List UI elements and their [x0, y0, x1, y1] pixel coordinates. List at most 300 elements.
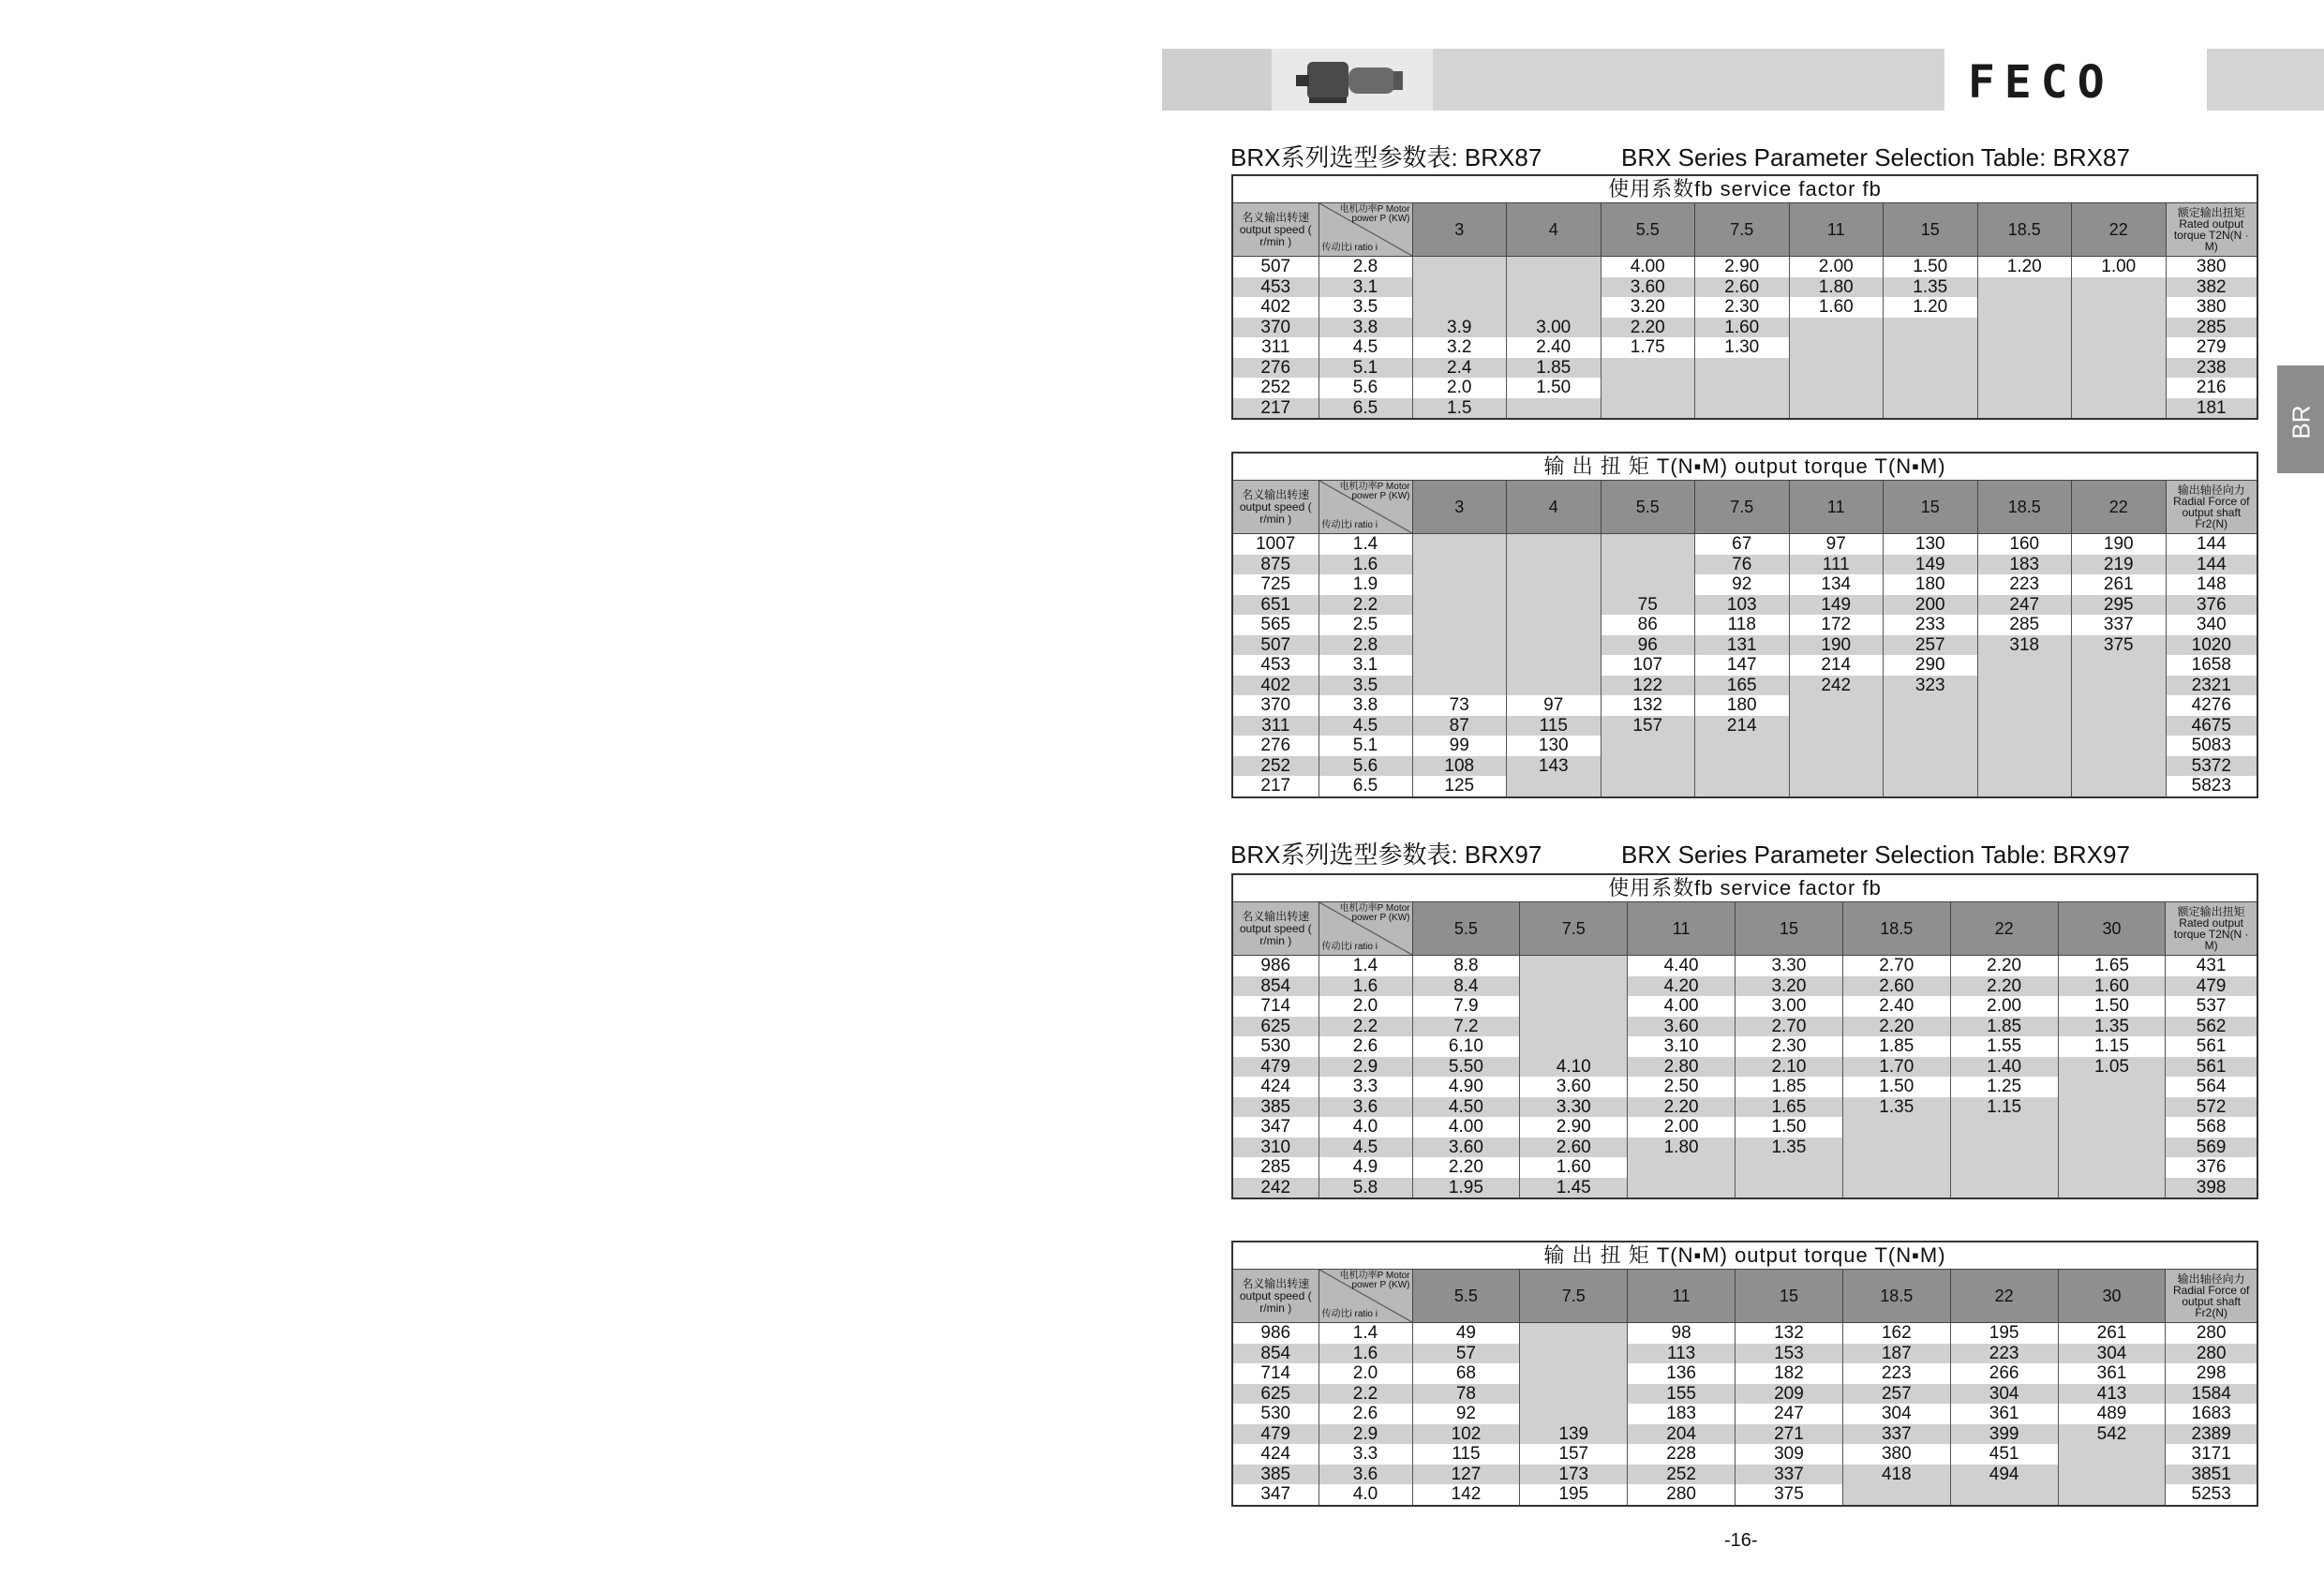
value-cell: 130 [1884, 534, 1978, 555]
side-tab[interactable] [2277, 365, 2324, 473]
value-cell [1520, 1363, 1628, 1384]
value-cell: 2.60 [1842, 976, 1950, 997]
value-cell: 375 [1736, 1484, 1843, 1506]
power-column-header: 7.5 [1695, 203, 1790, 257]
speed-cell: 370 [1232, 318, 1318, 338]
table-row [1232, 655, 2257, 676]
speed-cell: 311 [1232, 716, 1318, 736]
last-column-cell: 279 [2166, 337, 2257, 358]
value-cell: 57 [1412, 1344, 1520, 1364]
value-cell: 418 [1842, 1465, 1950, 1485]
value-cell [1507, 398, 1601, 420]
value-cell [2058, 1465, 2166, 1485]
value-cell: 1.50 [1507, 378, 1601, 398]
value-cell: 200 [1884, 595, 1978, 616]
table-row [1232, 1404, 2257, 1424]
value-cell [1601, 378, 1695, 398]
value-cell: 113 [1628, 1344, 1736, 1364]
table-caption-row [1232, 453, 2257, 481]
value-cell [1842, 1157, 1950, 1178]
value-cell: 180 [1695, 695, 1790, 716]
last-column-cell: 479 [2166, 976, 2257, 997]
value-cell [1736, 1157, 1843, 1178]
power-column-header: 30 [2058, 902, 2166, 956]
table-header-row [1232, 481, 2257, 534]
ratio-cell: 5.1 [1318, 358, 1412, 379]
value-cell: 2.20 [1842, 1017, 1950, 1037]
section-title-brx97 [1230, 836, 2130, 870]
ratio-cell: 3.6 [1318, 1097, 1412, 1118]
value-cell: 99 [1412, 736, 1507, 756]
value-cell: 1.35 [1884, 277, 1978, 298]
value-cell: 3.2 [1412, 337, 1507, 358]
value-cell [1507, 555, 1601, 575]
diagonal-header-cell [1319, 902, 1412, 955]
last-column-cell: 238 [2166, 358, 2257, 379]
value-cell: 323 [1884, 676, 1978, 696]
last-column-cell: 5823 [2166, 776, 2257, 797]
value-cell [1412, 555, 1507, 575]
value-cell: 3.20 [1736, 976, 1843, 997]
value-cell [2072, 318, 2167, 338]
value-cell [1601, 398, 1695, 420]
value-cell: 280 [1628, 1484, 1736, 1506]
value-cell: 1.80 [1789, 277, 1884, 298]
value-cell [2072, 736, 2167, 756]
table-row [1232, 615, 2257, 635]
speed-cell: 1007 [1232, 534, 1318, 555]
value-cell [1736, 1178, 1843, 1199]
value-cell [1520, 1323, 1628, 1344]
last-column-cell: 144 [2166, 534, 2257, 555]
value-cell [1789, 358, 1884, 379]
value-cell [1520, 1404, 1628, 1424]
value-cell: 1.75 [1601, 337, 1695, 358]
value-cell: 108 [1412, 756, 1507, 777]
value-cell [1977, 676, 2072, 696]
speed-cell: 347 [1232, 1484, 1318, 1506]
value-cell: 2.30 [1695, 297, 1790, 318]
ratio-cell: 2.9 [1318, 1057, 1412, 1078]
speed-cell: 424 [1232, 1444, 1318, 1465]
value-cell: 132 [1601, 695, 1695, 716]
value-cell: 172 [1789, 615, 1884, 635]
value-cell [1520, 956, 1628, 976]
value-cell: 257 [1842, 1384, 1950, 1405]
value-cell: 115 [1412, 1444, 1520, 1465]
value-cell: 271 [1736, 1424, 1843, 1445]
value-cell [1884, 378, 1978, 398]
value-cell [2072, 655, 2167, 676]
value-cell: 122 [1601, 676, 1695, 696]
speed-cell: 453 [1232, 655, 1318, 676]
table-row [1232, 318, 2257, 338]
value-cell [1884, 716, 1978, 736]
table-row [1232, 1344, 2257, 1364]
value-cell: 223 [1950, 1344, 2058, 1364]
value-cell: 190 [2072, 534, 2167, 555]
value-cell [1412, 595, 1507, 616]
header-left-segment [1162, 49, 1272, 111]
power-column-header: 30 [2058, 1270, 2166, 1323]
value-cell: 309 [1736, 1444, 1843, 1465]
last-column-cell: 568 [2166, 1117, 2257, 1138]
ratio-cell: 4.9 [1318, 1157, 1412, 1178]
power-label: 电机功率P Motor power P (KW) [1339, 482, 1410, 501]
page-number: -16- [1724, 1530, 1758, 1551]
power-column-header: 18.5 [1977, 481, 2072, 534]
value-cell: 1.50 [2058, 996, 2166, 1017]
value-cell [1507, 297, 1601, 318]
value-cell: 3.60 [1628, 1017, 1736, 1037]
value-cell: 304 [1950, 1384, 2058, 1405]
value-cell [1884, 337, 1978, 358]
value-cell [1507, 277, 1601, 298]
ratio-cell: 5.6 [1318, 378, 1412, 398]
speed-cell: 854 [1232, 1344, 1318, 1364]
gear-motor-icon [1272, 49, 1433, 111]
table-row [1232, 555, 2257, 575]
ratio-cell: 3.1 [1318, 655, 1412, 676]
value-cell: 489 [2058, 1404, 2166, 1424]
table-caption-row [1232, 175, 2257, 203]
power-column-header: 3 [1412, 203, 1507, 257]
value-cell: 96 [1601, 635, 1695, 656]
value-cell [1695, 398, 1790, 420]
ratio-cell: 3.5 [1318, 297, 1412, 318]
value-cell [2058, 1117, 2166, 1138]
value-cell: 304 [2058, 1344, 2166, 1364]
ratio-power-header [1318, 1270, 1412, 1323]
ratio-cell: 2.0 [1318, 1363, 1412, 1384]
value-cell [1789, 398, 1884, 420]
speed-cell: 625 [1232, 1017, 1318, 1037]
section-title-en: BRX Series Parameter Selection Table: BRX97 [1621, 841, 2130, 869]
value-cell: 73 [1412, 695, 1507, 716]
value-cell [1601, 776, 1695, 797]
ratio-cell: 4.5 [1318, 716, 1412, 736]
value-cell: 1.95 [1412, 1178, 1520, 1199]
last-column-cell: 285 [2166, 318, 2257, 338]
speed-cell: 285 [1232, 1157, 1318, 1178]
value-cell: 115 [1507, 716, 1601, 736]
table-caption-row [1232, 874, 2257, 902]
diagonal-header-cell [1319, 1270, 1412, 1322]
value-cell: 2.60 [1520, 1138, 1628, 1158]
value-cell [1977, 716, 2072, 736]
power-column-header: 11 [1789, 481, 1884, 534]
value-cell [1884, 398, 1978, 420]
value-cell: 4.00 [1628, 996, 1736, 1017]
value-cell: 223 [1977, 574, 2072, 595]
last-column-cell: 561 [2166, 1057, 2257, 1078]
table-row [1232, 1444, 2257, 1465]
value-cell: 2.20 [1950, 956, 2058, 976]
value-cell: 1.85 [1736, 1077, 1843, 1097]
value-cell [1789, 695, 1884, 716]
ratio-power-header [1318, 203, 1412, 257]
speed-column-header: 名义输出转速 output speed ( r/min ) [1232, 481, 1318, 534]
value-cell: 285 [1977, 615, 2072, 635]
ratio-cell: 2.9 [1318, 1424, 1412, 1445]
value-cell: 252 [1628, 1465, 1736, 1485]
value-cell: 1.60 [2058, 976, 2166, 997]
value-cell: 380 [1842, 1444, 1950, 1465]
value-cell: 131 [1695, 635, 1790, 656]
value-cell [1520, 1384, 1628, 1405]
ratio-cell: 3.1 [1318, 277, 1412, 298]
value-cell: 2.20 [1601, 318, 1695, 338]
value-cell: 125 [1412, 776, 1507, 797]
brx87-output-torque-table [1231, 452, 2258, 798]
value-cell: 247 [1736, 1404, 1843, 1424]
speed-cell: 625 [1232, 1384, 1318, 1405]
value-cell [2072, 358, 2167, 379]
speed-cell: 385 [1232, 1465, 1318, 1485]
last-column-cell: 569 [2166, 1138, 2257, 1158]
value-cell: 1.50 [1884, 257, 1978, 277]
speed-cell: 424 [1232, 1077, 1318, 1097]
speed-cell: 725 [1232, 574, 1318, 595]
value-cell: 542 [2058, 1424, 2166, 1445]
value-cell [1695, 756, 1790, 777]
value-cell [1977, 655, 2072, 676]
value-cell [1412, 676, 1507, 696]
value-cell: 76 [1695, 555, 1790, 575]
value-cell: 2.40 [1507, 337, 1601, 358]
value-cell [1628, 1178, 1736, 1199]
last-column-cell: 216 [2166, 378, 2257, 398]
value-cell: 102 [1412, 1424, 1520, 1445]
speed-cell: 252 [1232, 378, 1318, 398]
value-cell [1950, 1484, 2058, 1506]
value-cell [1695, 736, 1790, 756]
value-cell: 2.60 [1695, 277, 1790, 298]
value-cell: 183 [1977, 555, 2072, 575]
value-cell: 190 [1789, 635, 1884, 656]
ratio-cell: 2.8 [1318, 635, 1412, 656]
power-column-header: 7.5 [1695, 481, 1790, 534]
value-cell [1601, 574, 1695, 595]
value-cell [1977, 337, 2072, 358]
ratio-cell: 4.5 [1318, 337, 1412, 358]
value-cell: 2.4 [1412, 358, 1507, 379]
diagonal-header-cell [1319, 203, 1412, 256]
last-column-cell: 5253 [2166, 1484, 2257, 1506]
value-cell: 2.80 [1628, 1057, 1736, 1078]
value-cell: 399 [1950, 1424, 2058, 1445]
value-cell [2058, 1484, 2166, 1506]
value-cell: 4.20 [1628, 976, 1736, 997]
value-cell: 139 [1520, 1424, 1628, 1445]
value-cell: 1.50 [1842, 1077, 1950, 1097]
value-cell [1412, 534, 1507, 555]
ratio-label: 传动比i ratio i [1321, 520, 1378, 530]
last-column-cell: 340 [2166, 615, 2257, 635]
speed-column-header: 名义输出转速 output speed ( r/min ) [1232, 203, 1318, 257]
value-cell: 4.00 [1601, 257, 1695, 277]
table-row [1232, 1057, 2257, 1078]
value-cell: 5.50 [1412, 1057, 1520, 1078]
ratio-cell: 5.1 [1318, 736, 1412, 756]
value-cell: 4.90 [1412, 1077, 1520, 1097]
side-tab-label: BR [2287, 405, 2316, 439]
speed-cell: 402 [1232, 676, 1318, 696]
value-cell [1412, 635, 1507, 656]
diagonal-header-cell [1319, 481, 1412, 533]
table-caption: 使用系数fb service factor fb [1232, 175, 2257, 203]
value-cell [1520, 1344, 1628, 1364]
last-column-cell: 181 [2166, 398, 2257, 420]
value-cell [1507, 574, 1601, 595]
brx87-service-factor-table [1231, 174, 2258, 420]
ratio-cell: 3.3 [1318, 1444, 1412, 1465]
value-cell: 2.70 [1736, 1017, 1843, 1037]
speed-cell: 276 [1232, 736, 1318, 756]
value-cell: 165 [1695, 676, 1790, 696]
last-column-cell: 3171 [2166, 1444, 2257, 1465]
value-cell: 182 [1736, 1363, 1843, 1384]
value-cell: 261 [2072, 574, 2167, 595]
last-column-cell: 4276 [2166, 695, 2257, 716]
section-title-cn: BRX系列选型参数表: BRX97 [1230, 841, 1542, 869]
value-cell [1842, 1484, 1950, 1506]
value-cell: 1.20 [1977, 257, 2072, 277]
value-cell [1412, 297, 1507, 318]
rated-torque-header: 额定输出扭矩 Rated output torque T2N(N · M) [2166, 902, 2257, 956]
table-row [1232, 756, 2257, 777]
value-cell: 97 [1507, 695, 1601, 716]
table-row [1232, 1157, 2257, 1178]
last-column-cell: 280 [2166, 1344, 2257, 1364]
value-cell: 97 [1789, 534, 1884, 555]
value-cell [1507, 655, 1601, 676]
value-cell [1977, 776, 2072, 797]
last-column-cell: 572 [2166, 1097, 2257, 1118]
value-cell: 155 [1628, 1384, 1736, 1405]
last-column-cell: 5083 [2166, 736, 2257, 756]
ratio-cell: 1.4 [1318, 956, 1412, 976]
value-cell [1789, 318, 1884, 338]
table-row [1232, 635, 2257, 656]
value-cell: 92 [1412, 1404, 1520, 1424]
value-cell [1977, 297, 2072, 318]
value-cell: 361 [1950, 1404, 2058, 1424]
value-cell: 86 [1601, 615, 1695, 635]
value-cell [2058, 1157, 2166, 1178]
last-column-cell: 561 [2166, 1036, 2257, 1057]
ratio-cell: 6.5 [1318, 776, 1412, 797]
value-cell: 2.50 [1628, 1077, 1736, 1097]
ratio-label: 传动比i ratio i [1321, 243, 1378, 253]
value-cell: 173 [1520, 1465, 1628, 1485]
value-cell [1628, 1157, 1736, 1178]
value-cell [1842, 1117, 1950, 1138]
ratio-cell: 1.6 [1318, 976, 1412, 997]
value-cell: 228 [1628, 1444, 1736, 1465]
speed-cell: 854 [1232, 976, 1318, 997]
ratio-power-header [1318, 481, 1412, 534]
ratio-cell: 2.2 [1318, 595, 1412, 616]
speed-cell: 530 [1232, 1036, 1318, 1057]
table-caption: 输 出 扭 矩 T(N▪M) output torque T(N▪M) [1232, 453, 2257, 481]
value-cell: 451 [1950, 1444, 2058, 1465]
table-row [1232, 1424, 2257, 1445]
value-cell [1412, 257, 1507, 277]
last-column-cell: 5372 [2166, 756, 2257, 777]
brand-logo: FECO [1968, 56, 2114, 109]
speed-cell: 651 [1232, 595, 1318, 616]
value-cell [2072, 337, 2167, 358]
value-cell: 67 [1695, 534, 1790, 555]
power-column-header: 22 [2072, 481, 2167, 534]
ratio-cell: 2.0 [1318, 996, 1412, 1017]
value-cell: 337 [1736, 1465, 1843, 1485]
table-row [1232, 1077, 2257, 1097]
value-cell [1977, 378, 2072, 398]
value-cell [2072, 378, 2167, 398]
value-cell [1950, 1178, 2058, 1199]
radial-force-header: 输出轴径向力 Radial Force of output shaft Fr2(N) [2166, 1270, 2257, 1323]
value-cell: 1.60 [1789, 297, 1884, 318]
value-cell [1412, 574, 1507, 595]
ratio-label: 传动比i ratio i [1321, 942, 1378, 952]
value-cell [1412, 277, 1507, 298]
value-cell: 157 [1601, 716, 1695, 736]
speed-cell: 252 [1232, 756, 1318, 777]
value-cell [1412, 655, 1507, 676]
value-cell: 3.9 [1412, 318, 1507, 338]
power-column-header: 15 [1736, 1270, 1843, 1323]
value-cell: 2.40 [1842, 996, 1950, 1017]
table-row [1232, 378, 2257, 398]
last-column-cell: 376 [2166, 595, 2257, 616]
value-cell: 295 [2072, 595, 2167, 616]
value-cell [2058, 1178, 2166, 1199]
power-column-header: 5.5 [1412, 902, 1520, 956]
table-row [1232, 1117, 2257, 1138]
value-cell [1601, 534, 1695, 555]
speed-cell: 507 [1232, 635, 1318, 656]
last-column-cell: 537 [2166, 996, 2257, 1017]
value-cell: 4.10 [1520, 1057, 1628, 1078]
power-column-header: 5.5 [1601, 481, 1695, 534]
value-cell: 162 [1842, 1323, 1950, 1344]
value-cell: 494 [1950, 1465, 2058, 1485]
last-column-cell: 1683 [2166, 1404, 2257, 1424]
value-cell: 2.00 [1789, 257, 1884, 277]
speed-cell: 714 [1232, 996, 1318, 1017]
last-column-cell: 3851 [2166, 1465, 2257, 1485]
speed-cell: 311 [1232, 337, 1318, 358]
value-cell: 1.35 [1736, 1138, 1843, 1158]
value-cell [1520, 976, 1628, 997]
section-title-en: BRX Series Parameter Selection Table: BRX87 [1621, 143, 2130, 171]
value-cell: 130 [1507, 736, 1601, 756]
value-cell: 219 [2072, 555, 2167, 575]
value-cell [1977, 318, 2072, 338]
section-title-brx87 [1230, 139, 2130, 173]
speed-cell: 276 [1232, 358, 1318, 379]
value-cell [1977, 358, 2072, 379]
value-cell [1884, 776, 1978, 797]
speed-cell: 875 [1232, 555, 1318, 575]
ratio-cell: 3.8 [1318, 318, 1412, 338]
table-row [1232, 676, 2257, 696]
value-cell: 103 [1695, 595, 1790, 616]
value-cell [2072, 676, 2167, 696]
value-cell: 1.5 [1412, 398, 1507, 420]
